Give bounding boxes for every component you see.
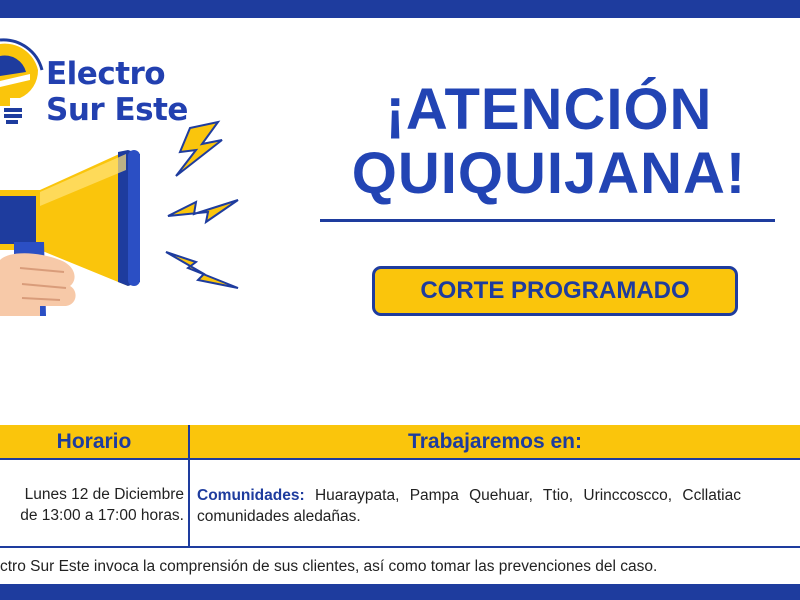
comunidades-line-2: comunidades aledañas. [197, 508, 361, 525]
lightning-bolt-icon [166, 122, 238, 288]
comunidades-cell [197, 485, 800, 527]
megaphone-icon [0, 110, 250, 325]
title-line-2: QUIQUIJANA! [351, 141, 747, 206]
schedule-table [0, 425, 800, 548]
table-bottom-divider [0, 546, 800, 548]
table-header-horario: Horario [0, 425, 188, 458]
logo-line-1: Electro [46, 56, 166, 92]
top-border-bar [0, 0, 800, 18]
horario-cell [0, 484, 184, 526]
title-line-1: ¡ATENCIÓN [385, 77, 713, 142]
comunidades-list: Huaraypata, Pampa Quehuar, Ttio, Urinccoscco, Ccllatiac [304, 487, 741, 504]
page-title [318, 78, 780, 206]
comunidades-line-1 [197, 485, 800, 506]
logo-line-2: Sur Este [46, 92, 188, 128]
footer-note: ctro Sur Este invoca la comprensión de sus clientes, así como tomar las prevenciones del caso. [0, 558, 658, 575]
table-header-trabajaremos: Trabajaremos en: [190, 425, 800, 458]
title-underline-divider [320, 219, 775, 222]
comunidades-label: Comunidades: [197, 487, 305, 504]
bottom-border-bar [0, 584, 800, 600]
table-column-divider [188, 425, 190, 548]
horario-time: de 13:00 a 17:00 horas. [20, 507, 184, 524]
corte-programado-badge: CORTE PROGRAMADO [372, 266, 738, 316]
horario-date: Lunes 12 de Diciembre [24, 486, 184, 503]
table-header-divider [0, 458, 800, 460]
